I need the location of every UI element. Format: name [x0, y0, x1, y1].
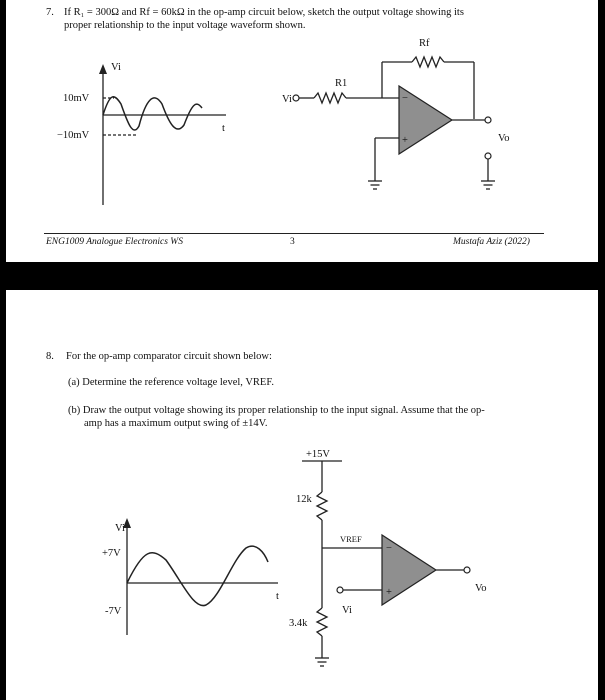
q8-vo-terminal [464, 567, 470, 573]
q8-wave-ylabel: Vi [115, 523, 125, 534]
q7-opamp-minus: − [402, 93, 408, 104]
q8-ground [315, 658, 329, 666]
footer-left: ENG1009 Analogue Electronics WS [46, 237, 183, 247]
q8-circuit [289, 449, 486, 666]
q8-r12k-label: 12k [296, 494, 312, 505]
q7-r1-label: R1 [335, 78, 348, 89]
q7-vo-label: Vo [498, 133, 510, 144]
q8-wave-sine [127, 546, 268, 605]
q8-vref-label: VREF [340, 534, 362, 544]
q7-rf-resistor [412, 57, 444, 67]
footer-right: Mustafa Aziz (2022) [453, 237, 530, 247]
q7-wave-ylabel: Vi [111, 62, 121, 73]
q7-ground-right [481, 181, 495, 189]
q7-wave-t-label: t [222, 123, 225, 134]
q7-rf-label: Rf [419, 38, 430, 49]
q7-vo-terminal-bottom [485, 153, 491, 159]
q7-number: 7. [46, 7, 54, 18]
q7-text-line2: proper relationship to the input voltage waveform shown. [64, 20, 306, 31]
page-q8 [6, 290, 598, 700]
q8-supply-label: +15V [306, 449, 331, 460]
q8-r3k4-resistor [317, 608, 327, 636]
q8-opamp-plus: + [386, 587, 392, 598]
q7-input-waveform [57, 62, 226, 205]
q7-wave-neg-label: −10mV [57, 130, 90, 141]
page-q7 [6, 0, 598, 262]
q8-r12k-resistor [317, 492, 327, 520]
q8-wave-t-label: t [276, 591, 279, 602]
q7-figure [6, 0, 598, 262]
q7-opamp-plus: + [402, 135, 408, 146]
q7-text-line1: If R₁ = 300Ω and Rf = 60kΩ in the op-amp circuit below, sketch the output voltage showing its [64, 7, 464, 18]
q7-wave-y-arrow [99, 64, 107, 74]
q7-ground-left [368, 181, 382, 189]
q8-input-waveform [102, 518, 279, 635]
q7-vi-terminal [293, 95, 299, 101]
q8-vi-terminal [337, 587, 343, 593]
q8-wave-neg-label: -7V [105, 606, 122, 617]
q8-vo-label: Vo [475, 583, 487, 594]
q7-vo-terminal-top [485, 117, 491, 123]
q8-part-b-line1: (b) Draw the output voltage showing its proper relationship to the input signal. Assume that the op- [68, 405, 485, 416]
q8-intro: For the op-amp comparator circuit shown below: [66, 351, 272, 362]
q7-vi-label: Vi [282, 94, 292, 105]
q8-vi-label: Vi [342, 605, 352, 616]
q7-circuit [282, 38, 509, 189]
q8-part-a: (a) Determine the reference voltage level, VREF. [68, 377, 274, 388]
footer-page-number: 3 [290, 237, 295, 247]
q8-wave-pos-label: +7V [102, 548, 121, 559]
q7-wave-sine [103, 97, 202, 130]
footer-rule [44, 233, 544, 234]
q8-number: 8. [46, 351, 54, 362]
q8-part-b-line2: amp has a maximum output swing of ±14V. [84, 418, 268, 429]
q7-r1-resistor [314, 93, 346, 103]
q8-opamp-minus: − [386, 543, 392, 554]
q8-r3k4-label: 3.4k [289, 618, 308, 629]
q7-wave-pos-label: 10mV [63, 93, 90, 104]
q8-figure [6, 290, 598, 700]
